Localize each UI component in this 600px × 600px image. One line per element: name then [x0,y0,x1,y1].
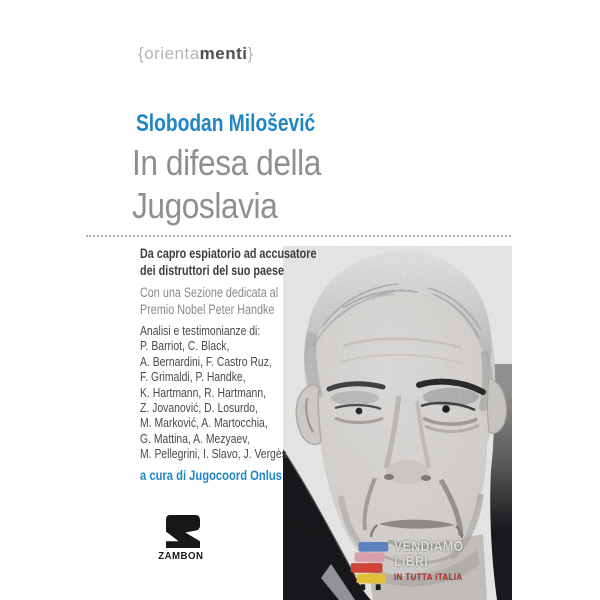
watermark-line-3: IN TUTTA ITALIA [394,572,463,583]
contributor-line: P. Barriot, C. Black, [140,338,230,354]
tagline-bold-line-2: dei distruttori del suo paese [140,262,285,278]
contributor-line: M. Pellegrini, I. Slavo, J. Vergès [140,446,287,462]
dotted-divider [86,235,511,237]
contributor-line: Z. Jovanović, D. Losurdo, [140,400,258,416]
curator-line: a cura di Jugocoord Onlus [140,467,282,483]
series-name-light: orienta [144,44,200,63]
contributor-line: K. Hartmann, R. Hartmann, [140,384,266,400]
publisher-name: ZAMBON [158,550,204,562]
watermark-line-1: VENDIAMO [394,538,464,555]
title-line-2: Jugoslavia [132,185,278,226]
series-brace-open: { [138,44,145,63]
contributor-line: F. Grimaldi, P. Handke, [140,369,246,385]
bookseller-watermark [349,539,474,591]
tagline-bold-line-1: Da capro espiatorio ad accusatore [140,246,317,261]
tagline [140,284,278,318]
tagline-line-1: Con una Sezione dedicata al [140,285,279,300]
contributor-line: M. Marković, A. Martocchia, [140,415,268,431]
watermark-text [394,539,464,584]
series-name-bold: menti [199,44,248,63]
book-stack-icon [349,541,391,591]
title-line-1: In difesa della [132,142,321,183]
book-title [132,141,321,227]
author-name: Slobodan Milošević [136,110,316,137]
contributor-line: A. Bernardini, F. Castro Ruz, [140,353,272,369]
zambon-z-icon [164,514,201,549]
contributor-line: G. Mattina, A. Mezyaev, [140,430,250,446]
series-brace-close: } [247,44,254,63]
series-badge [138,44,254,64]
contributors-list [140,323,287,462]
watermark-line-2: LIBRI [394,553,429,570]
tagline-bold [140,246,316,279]
tagline-line-2: Premio Nobel Peter Handke [140,302,275,317]
contributors-heading: Analisi e testimonianze di: [140,323,261,338]
